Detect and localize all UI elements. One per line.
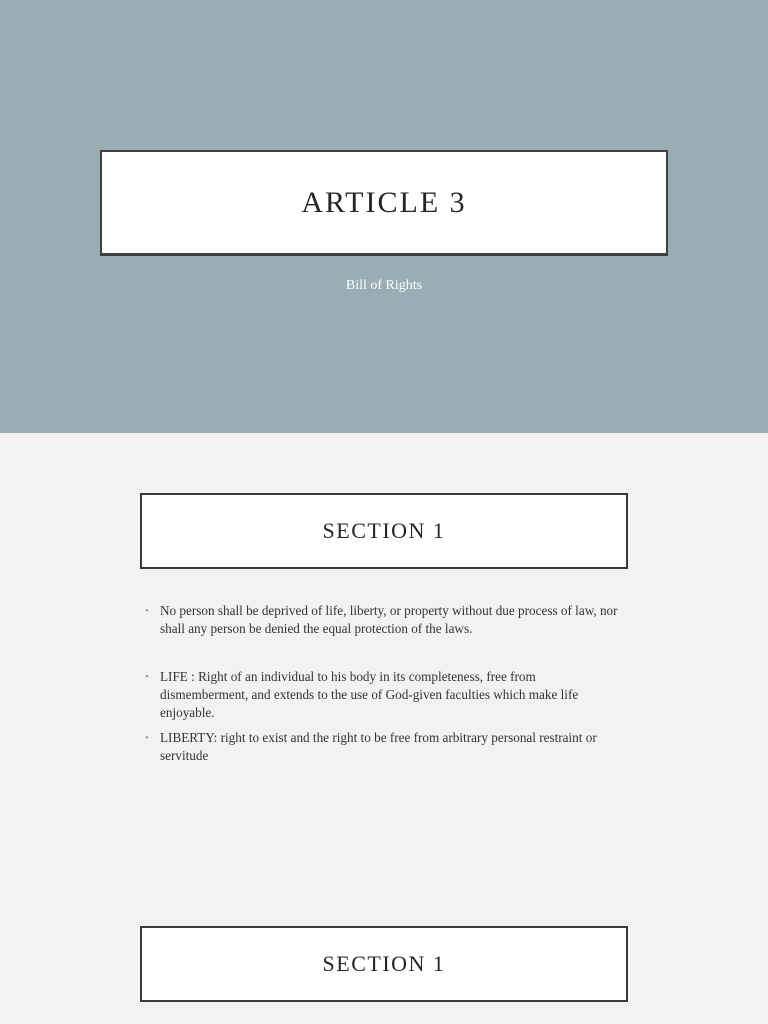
title-slide bbox=[0, 0, 768, 433]
bullet-icon: • bbox=[145, 605, 149, 617]
title-box bbox=[100, 150, 668, 256]
bullet-icon: • bbox=[145, 671, 149, 683]
list-item bbox=[145, 602, 625, 638]
bullet-text: LIFE : Right of an individual to his body in its completeness, free from dismemberment, and extends to the use of God-given faculties which make life enjoyable. bbox=[160, 669, 579, 720]
list-item bbox=[145, 668, 625, 722]
bullet-text: LIBERTY: right to exist and the right to be free from arbitrary personal restraint or servitude bbox=[160, 730, 597, 763]
section-heading: SECTION 1 bbox=[322, 518, 446, 543]
next-section-heading-box bbox=[140, 926, 628, 1002]
next-section-heading: SECTION 1 bbox=[322, 951, 446, 976]
list-item bbox=[145, 729, 625, 765]
bullet-icon: • bbox=[145, 732, 149, 744]
slide-title: ARTICLE 3 bbox=[301, 185, 467, 219]
section-heading-box bbox=[140, 493, 628, 569]
slide-subtitle: Bill of Rights bbox=[345, 278, 423, 293]
bullet-list bbox=[145, 602, 625, 772]
bullet-text: No person shall be deprived of life, liberty, or property without due process of law, nor shall any person be denied the equal protection of the laws. bbox=[160, 603, 618, 636]
